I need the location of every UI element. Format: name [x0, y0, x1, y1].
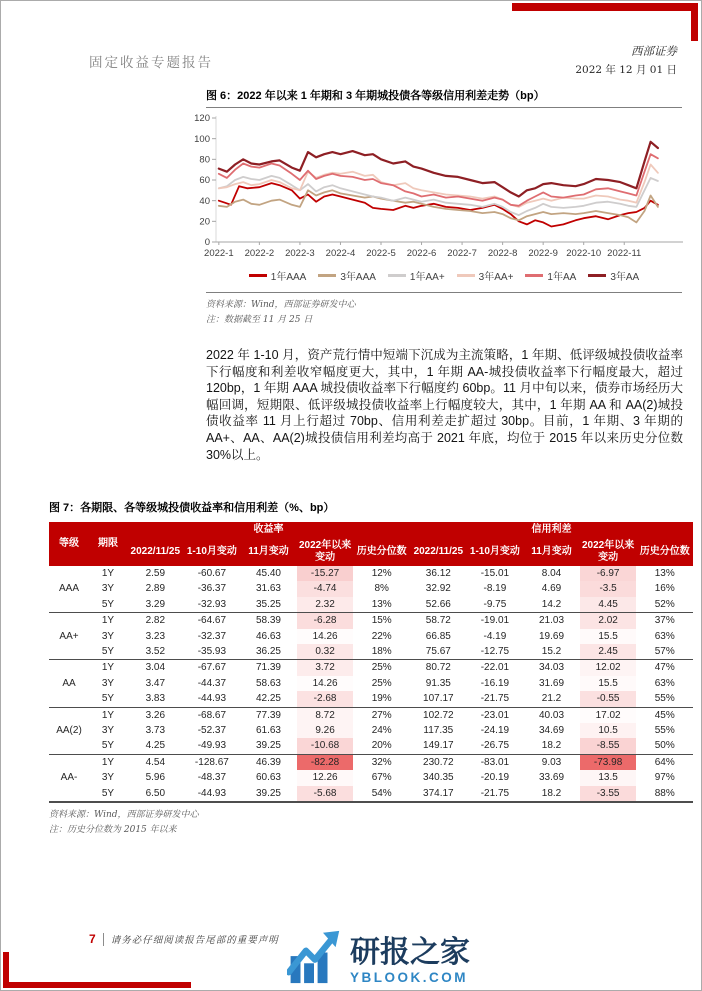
tenor-cell: 1Y	[89, 754, 127, 770]
figure-6-divider	[206, 292, 682, 293]
tenor-cell: 1Y	[89, 707, 127, 723]
footer-disclaimer: 请务必仔细阅读报告尾部的重要声明	[110, 935, 279, 946]
spread-cell: 58.72	[410, 613, 467, 629]
yield-cell: -52.37	[197, 725, 227, 737]
x-axis-tick-label: 2022-2	[244, 248, 275, 259]
spread-cell: 57%	[654, 646, 675, 658]
yield-cell: -49.93	[197, 740, 227, 752]
spread-cell: 149.17	[423, 740, 454, 752]
spread-cell: -16.19	[480, 677, 510, 689]
yield-cell: 32%	[353, 754, 410, 770]
spread-cell: -26.75	[480, 740, 510, 752]
report-type-label: 固定收益专题报告	[89, 55, 213, 71]
corner-mark-bottom	[3, 982, 191, 988]
yield-cell: -6.28	[297, 613, 354, 629]
x-axis-tick-label: 2022-6	[406, 248, 437, 259]
yield-cell: -10.68	[297, 738, 354, 754]
page-number: 7	[89, 932, 96, 946]
yield-cell: 3.47	[145, 677, 166, 689]
watermark-texts	[350, 937, 470, 986]
table-row	[49, 644, 693, 660]
spread-cell: 36.12	[425, 568, 451, 579]
yield-cell: -128.67	[184, 754, 241, 770]
tenor-cell: 5Y	[101, 693, 115, 705]
legend-item-1年AAA	[249, 268, 307, 283]
spread-cell: 66.85	[425, 630, 451, 642]
y-axis-tick-label: 20	[199, 216, 210, 228]
x-axis-tick-label: 2022-10	[566, 248, 602, 259]
yield-cell: -15.27	[297, 566, 354, 581]
table-row	[49, 691, 693, 707]
yield-cell: 18%	[371, 646, 392, 658]
rating-cell: AA+	[49, 613, 89, 660]
yield-cell: -5.68	[297, 786, 354, 802]
y-axis-tick-label: 60	[199, 175, 210, 187]
analysis-paragraph: 2022 年 1-10 月，资产荒行情中短端下沉成为主流策略，1 年期、低评级城投债收益率下行幅度和利差收窄幅度更大，其中，1 年期 AA-城投债收益率下行幅度最大，超过 120bp，1 年期 AAA 城投债收益率下行幅度约 60bp。11 月中旬以来，债券市场经历大幅回调，短期限、低评级城投债收益率上行幅度较大，其中，1 年期 AA 和 AA(2)城投债收益率 11 月上行超过 70bp、信用利差走扩超过 30bp。目前，1 年期、3 年期的 AA+、AA、AA(2)城投债信用利差均高于 2021 年底，均位于 2015 年以来历史分位数 30%以上。	[206, 348, 683, 462]
table-row	[49, 707, 693, 723]
yield-cell: -32.93	[197, 598, 227, 610]
spread-cell: 13.5	[580, 770, 637, 785]
yield-cell: -64.67	[184, 613, 241, 629]
spread-cell: 31.69	[538, 677, 565, 689]
table-column-header: 1-10月变动	[467, 538, 524, 566]
yield-cell: 45.40	[255, 568, 281, 579]
tenor-cell: 1Y	[89, 613, 127, 629]
legend-chip	[525, 274, 543, 277]
figure-6	[194, 87, 682, 325]
spread-cell: 63%	[654, 630, 675, 642]
yield-cell: -2.68	[297, 691, 354, 707]
table-row	[49, 754, 693, 770]
legend-label: 3年AA+	[478, 272, 514, 283]
figure-6-note: 注：数据截至 11 月 25 日	[206, 315, 313, 325]
yield-cell: -32.37	[197, 630, 227, 642]
x-axis-tick-label: 2022-4	[325, 248, 356, 259]
yield-cell: 8.72	[297, 707, 354, 723]
spread-cell: 45%	[636, 707, 693, 723]
spread-cell: 18.2	[541, 740, 562, 752]
yield-cell: 3.29	[145, 598, 166, 610]
legend-chip	[457, 274, 475, 277]
table-group-header: 信用利差	[410, 522, 693, 538]
rating-cell: AAA	[58, 583, 79, 595]
yield-cell: 31.63	[255, 583, 281, 595]
yield-cell: 42.25	[255, 693, 281, 705]
legend-label: 1年AAA	[270, 272, 307, 283]
spread-cell: 21.03	[523, 613, 580, 629]
credit-spread-chart	[186, 108, 686, 260]
spread-cell: -9.75	[483, 598, 507, 610]
yield-cell: 71.39	[240, 660, 297, 676]
yield-cell: -4.74	[297, 581, 354, 596]
yield-cell: 2.89	[145, 583, 166, 595]
company-name: 西部证券	[631, 44, 677, 58]
legend-item-3年AA+	[457, 268, 514, 283]
yield-cell: 15%	[353, 613, 410, 629]
tenor-cell: 3Y	[101, 583, 115, 595]
spread-cell: 117.35	[423, 725, 454, 737]
corner-mark-right	[691, 3, 698, 41]
legend-item-1年AA	[525, 268, 576, 283]
spread-cell: 88%	[654, 787, 675, 799]
figure-7-title: 图 7：各期限、各等级城投债收益率和信用利差（%、bp）	[49, 502, 335, 514]
spread-cell: 50%	[654, 740, 675, 752]
yield-cell: 0.32	[297, 644, 354, 660]
table-column-header: 历史分位数	[636, 538, 693, 566]
rating-cell: AA(2)	[49, 707, 89, 754]
rating-cell: AA	[49, 660, 89, 707]
yield-cell: 3.04	[127, 660, 184, 676]
spread-cell: -24.19	[480, 725, 510, 737]
yield-cell: 3.73	[145, 725, 166, 737]
table-row	[49, 738, 693, 754]
tenor-cell: 3Y	[101, 725, 115, 737]
yield-cell: 3.23	[145, 630, 166, 642]
legend-label: 1年AA+	[409, 272, 445, 283]
watermark	[287, 929, 470, 985]
yield-cell: 46.63	[255, 630, 281, 642]
legend-chip	[388, 274, 406, 277]
yield-cell: -44.93	[197, 693, 227, 705]
corner-mark-top	[512, 3, 698, 11]
y-axis-tick-label: 120	[194, 113, 210, 125]
yield-cell: 25%	[371, 677, 392, 689]
watermark-chart-icon	[287, 929, 341, 985]
yield-cell: 39.25	[255, 787, 281, 799]
table-column-header: 11月变动	[523, 538, 580, 566]
spread-cell: 33.69	[538, 772, 565, 784]
yield-cell: 61.63	[255, 725, 281, 737]
chart-svg	[186, 108, 686, 260]
spread-cell: 340.35	[423, 772, 454, 784]
yield-cell: 12%	[371, 568, 392, 579]
spread-cell: 230.72	[410, 754, 467, 770]
spread-cell: -6.97	[580, 566, 637, 581]
spread-cell: 374.17	[423, 787, 454, 799]
spread-cell: 91.35	[425, 677, 451, 689]
yield-cell: -36.37	[197, 583, 227, 595]
series-line-1年AAA	[219, 183, 658, 226]
yield-cell: 19%	[371, 693, 392, 705]
legend-chip	[588, 274, 606, 277]
tenor-cell: 5Y	[101, 646, 115, 658]
table-group-header: 收益率	[127, 522, 410, 538]
x-axis-tick-label: 2022-1	[204, 248, 234, 259]
legend-item-3年AA	[588, 268, 639, 283]
tenor-cell: 3Y	[101, 630, 115, 642]
x-axis-tick-label: 2022-11	[607, 248, 642, 259]
spread-cell: 107.17	[423, 693, 454, 705]
yield-cell: 2.32	[297, 597, 354, 613]
yield-cell: 77.39	[240, 707, 297, 723]
spread-cell: -0.55	[580, 691, 637, 707]
spread-cell: 9.03	[523, 754, 580, 770]
spread-cell: -73.98	[580, 754, 637, 770]
table-column-header: 11月变动	[240, 538, 297, 566]
spread-cell: 13%	[654, 568, 675, 579]
spread-cell: -20.19	[480, 772, 510, 784]
spread-cell: -8.19	[483, 583, 507, 595]
spread-cell: -21.75	[480, 787, 510, 799]
spread-cell: 15.5	[580, 629, 637, 644]
table-column-header: 2022/11/25	[127, 538, 184, 566]
spread-cell: -8.55	[580, 738, 637, 754]
spread-cell: 15.5	[580, 676, 637, 691]
yield-cell: 67%	[371, 772, 392, 784]
spread-cell: 2.45	[580, 644, 637, 660]
yield-cell: -82.28	[297, 754, 354, 770]
yield-cell: 36.25	[255, 646, 281, 658]
watermark-site: YBLOOK.COM	[350, 970, 468, 985]
yield-cell: -68.67	[184, 707, 241, 723]
spread-cell: 17.02	[580, 707, 637, 723]
table-row	[49, 723, 693, 738]
table-column-header: 1-10月变动	[184, 538, 241, 566]
y-axis-tick-label: 100	[194, 133, 210, 145]
spread-cell: 16%	[654, 583, 675, 595]
yield-cell: 6.50	[145, 787, 166, 799]
legend-chip	[318, 274, 336, 277]
spread-cell: 47%	[636, 660, 693, 676]
spread-cell: 8.04	[541, 568, 562, 579]
table-column-header: 2022年以来变动	[580, 538, 637, 566]
spread-cell: 10.5	[580, 723, 637, 738]
tenor-cell: 5Y	[101, 740, 115, 752]
spread-cell: 14.2	[541, 598, 562, 610]
report-date: 2022 年 12 月 01 日	[575, 64, 677, 76]
legend-label: 1年AA	[547, 272, 577, 283]
spread-cell: 12.02	[580, 660, 637, 676]
figure-6-title: 图 6：2022 年以来 1 年期和 3 年期城投债各等级信用利差走势（bp）	[206, 87, 682, 108]
spread-cell: 4.45	[580, 597, 637, 613]
spread-cell: 32.92	[425, 583, 451, 595]
table-row	[49, 597, 693, 613]
chart-legend	[206, 268, 682, 283]
spread-cell: 2.02	[580, 613, 637, 629]
legend-item-1年AA+	[388, 268, 445, 283]
rating-cell: AA-	[49, 754, 89, 802]
spread-cell: 55%	[654, 693, 675, 705]
spread-cell: 52%	[654, 598, 675, 610]
yield-spread-table	[49, 522, 693, 803]
spread-cell: 52.66	[425, 598, 451, 610]
legend-label: 3年AAA	[340, 272, 376, 283]
table-row	[49, 613, 693, 629]
tenor-cell: 1Y	[101, 568, 115, 579]
yield-cell: 60.63	[255, 772, 281, 784]
table-row	[49, 581, 693, 596]
yield-cell: 58.63	[255, 677, 281, 689]
legend-item-3年AAA	[318, 268, 376, 283]
table-row	[49, 770, 693, 785]
spread-cell: -83.01	[467, 754, 524, 770]
legend-label: 3年AA	[610, 272, 640, 283]
yield-cell: 54%	[371, 787, 392, 799]
figure-7	[49, 499, 693, 835]
spread-cell: 102.72	[410, 707, 467, 723]
yield-cell: 25%	[353, 660, 410, 676]
spread-cell: 19.69	[538, 630, 565, 642]
table-corner-header: 等级	[49, 522, 89, 566]
yield-cell: 46.39	[240, 754, 297, 770]
x-axis-tick-label: 2022-5	[366, 248, 396, 259]
yield-cell: 3.26	[127, 707, 184, 723]
table-row	[49, 676, 693, 691]
yield-cell: -44.37	[197, 677, 227, 689]
spread-cell: 18.2	[541, 787, 562, 799]
spread-cell: 80.72	[410, 660, 467, 676]
spread-cell: 37%	[636, 613, 693, 629]
x-axis-tick-label: 2022-7	[447, 248, 477, 259]
page-footer	[89, 932, 279, 946]
tenor-cell: 1Y	[89, 660, 127, 676]
y-axis-tick-label: 0	[204, 237, 210, 249]
spread-cell: -15.01	[480, 568, 510, 579]
spread-cell: -21.75	[480, 693, 510, 705]
yield-cell: -67.67	[184, 660, 241, 676]
table-column-header: 2022/11/25	[410, 538, 467, 566]
spread-cell: 97%	[654, 772, 675, 784]
spread-cell: 63%	[654, 677, 675, 689]
yield-cell: 8%	[374, 583, 389, 595]
table-row	[49, 660, 693, 676]
spread-cell: 21.2	[541, 693, 562, 705]
footer-separator	[103, 933, 104, 946]
spread-cell: -3.5	[580, 581, 637, 596]
yield-cell: 39.25	[255, 740, 281, 752]
yield-cell: 22%	[371, 630, 392, 642]
spread-cell: -22.01	[467, 660, 524, 676]
tenor-cell: 5Y	[101, 598, 115, 610]
spread-cell: -23.01	[467, 707, 524, 723]
table-row	[49, 566, 693, 581]
x-axis-tick-label: 2022-3	[285, 248, 315, 259]
yield-cell: 12.26	[297, 770, 354, 785]
table-row	[49, 629, 693, 644]
yield-cell: 2.82	[127, 613, 184, 629]
yield-cell: 14.26	[297, 676, 354, 691]
yield-cell: -35.93	[197, 646, 227, 658]
yield-cell: 4.54	[127, 754, 184, 770]
figure-7-source: 资料来源：Wind，西部证券研发中心	[49, 810, 199, 821]
table-row	[49, 786, 693, 802]
yield-cell: -48.37	[197, 772, 227, 784]
x-axis-tick-label: 2022-9	[528, 248, 558, 259]
spread-cell: -19.01	[467, 613, 524, 629]
table-column-header: 历史分位数	[353, 538, 410, 566]
spread-cell: 55%	[654, 725, 675, 737]
yield-cell: -60.67	[197, 568, 227, 579]
spread-cell: 75.67	[425, 646, 451, 658]
spread-cell: 15.2	[541, 646, 562, 658]
tenor-cell: 3Y	[101, 772, 115, 784]
spread-cell: 64%	[636, 754, 693, 770]
spread-cell: 4.69	[541, 583, 562, 595]
yield-cell: 3.72	[297, 660, 354, 676]
yield-cell: 20%	[371, 740, 392, 752]
figure-7-note: 注：历史分位数为 2015 年以来	[49, 825, 177, 836]
spread-cell: -4.19	[483, 630, 507, 642]
yield-cell: 14.26	[297, 629, 354, 644]
spread-cell: -3.55	[580, 786, 637, 802]
legend-chip	[249, 274, 267, 277]
spread-cell: -12.75	[480, 646, 510, 658]
y-axis-tick-label: 40	[199, 195, 210, 207]
watermark-name: 研报之家	[350, 935, 470, 969]
tenor-cell: 5Y	[101, 787, 115, 799]
spread-cell: 40.03	[523, 707, 580, 723]
y-axis-tick-label: 80	[199, 154, 210, 166]
yield-cell: 3.83	[145, 693, 166, 705]
yield-cell: 2.59	[145, 568, 166, 579]
table-column-header: 2022年以来变动	[297, 538, 354, 566]
spread-cell: 34.03	[523, 660, 580, 676]
yield-cell: 13%	[371, 598, 392, 610]
spread-cell: 34.69	[538, 725, 565, 737]
yield-cell: 3.52	[145, 646, 166, 658]
yield-cell: 24%	[371, 725, 392, 737]
yield-cell: -44.93	[197, 787, 227, 799]
header-right	[575, 43, 677, 77]
x-axis-tick-label: 2022-8	[487, 248, 518, 259]
yield-cell: 58.39	[240, 613, 297, 629]
yield-cell: 35.25	[255, 598, 281, 610]
yield-cell: 27%	[353, 707, 410, 723]
figure-6-source: 资料来源：Wind，西部证券研发中心	[206, 300, 356, 310]
table-corner-header: 期限	[89, 522, 127, 566]
yield-cell: 4.25	[145, 740, 166, 752]
yield-cell: 5.96	[145, 772, 166, 784]
tenor-cell: 3Y	[101, 677, 115, 689]
yield-cell: 9.26	[297, 723, 354, 738]
